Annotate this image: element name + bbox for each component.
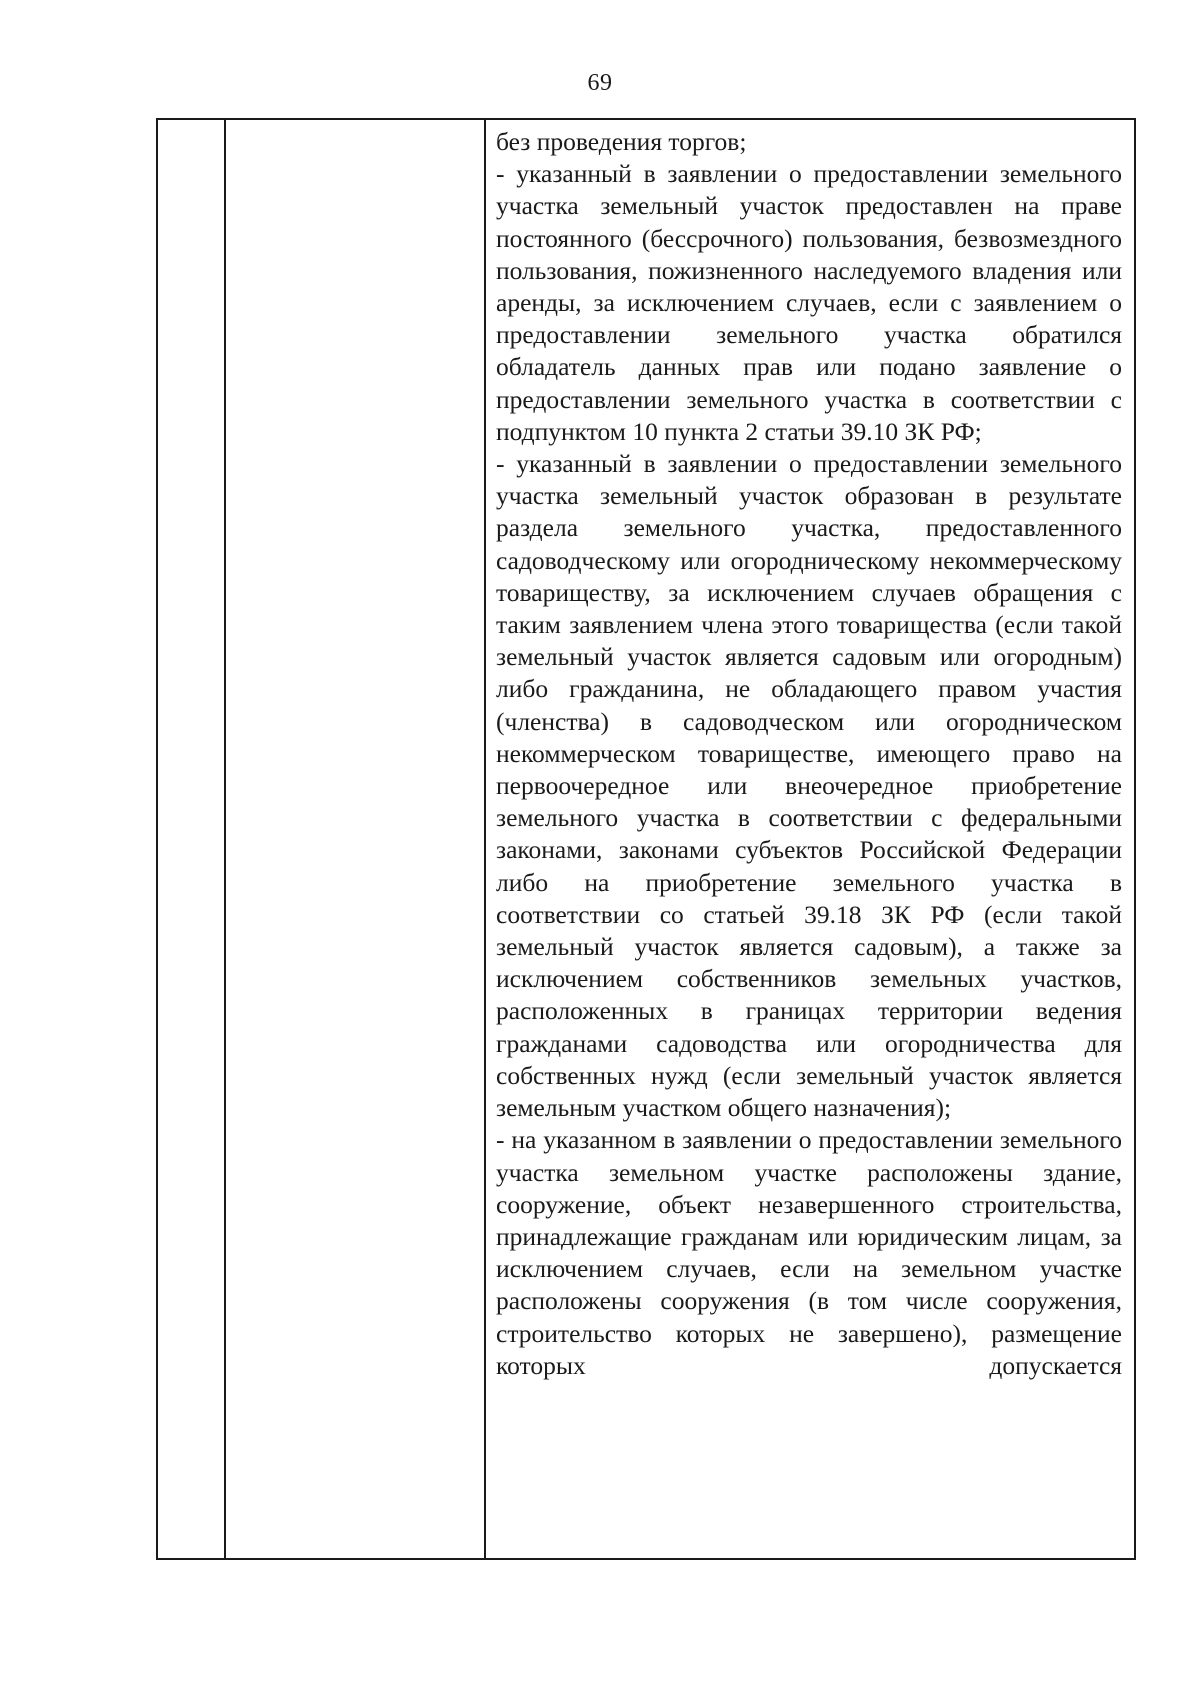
column-divider-1 xyxy=(224,120,226,1558)
document-table xyxy=(156,118,1136,1560)
paragraph-intro: без проведения торгов; xyxy=(496,127,747,156)
paragraph-partition: - указанный в заявлении о предоставлении земельного участка земельный участок образован в результате раздела земельного участка, предоставленного садоводческому или огородническому некоммерческому товариществу, за исключением случаев обращения с таким заявлением члена этого товарищества (если такой земельный участок является садовым или огородным) либо гражданина, не обладающего правом участия (членства) в садоводческом или огородническом некоммерческом товариществе, имеющего право на первоочередное или внеочередное приобретение земельного участка в соответствии с федеральными законами, законами субъектов Российской Федерации либо на приобретение земельного участка в соответствии со статьей 39.18 ЗК РФ (если такой земельный участок является садовым), а также за исключением собственников земельных участков, расположенных в границах территории ведения гражданами садоводства или огородничества для собственных нужд (если земельный участок является земельным участком общего назначения); xyxy=(496,449,1122,1123)
table-cell-conditions xyxy=(496,126,1122,1382)
page-number: 69 xyxy=(587,70,613,96)
paragraph-buildings: - на указанном в заявлении о предоставлении земельного участка земельном участке расположены здание, сооружение, объект незавершенного строительства, принадлежащие гражданам или юридическим лицам, за исключением случаев, если на земельном участке расположены сооружения (в том числе сооружения, строительство которых не завершено), размещение которых допускается xyxy=(496,1125,1122,1380)
paragraph-permanent-use: - указанный в заявлении о предоставлении земельного участка земельный участок предоставлен на праве постоянного (бессрочного) пользования, безвозмездного пользования, пожизненного наследуемого владения или аренды, за исключением случаев, если с заявлением о предоставлении земельного участка обратился обладатель данных прав или подано заявление о предоставлении земельного участка в соответствии с подпунктом 10 пункта 2 статьи 39.10 ЗК РФ; xyxy=(496,159,1122,446)
column-divider-2 xyxy=(484,120,486,1558)
